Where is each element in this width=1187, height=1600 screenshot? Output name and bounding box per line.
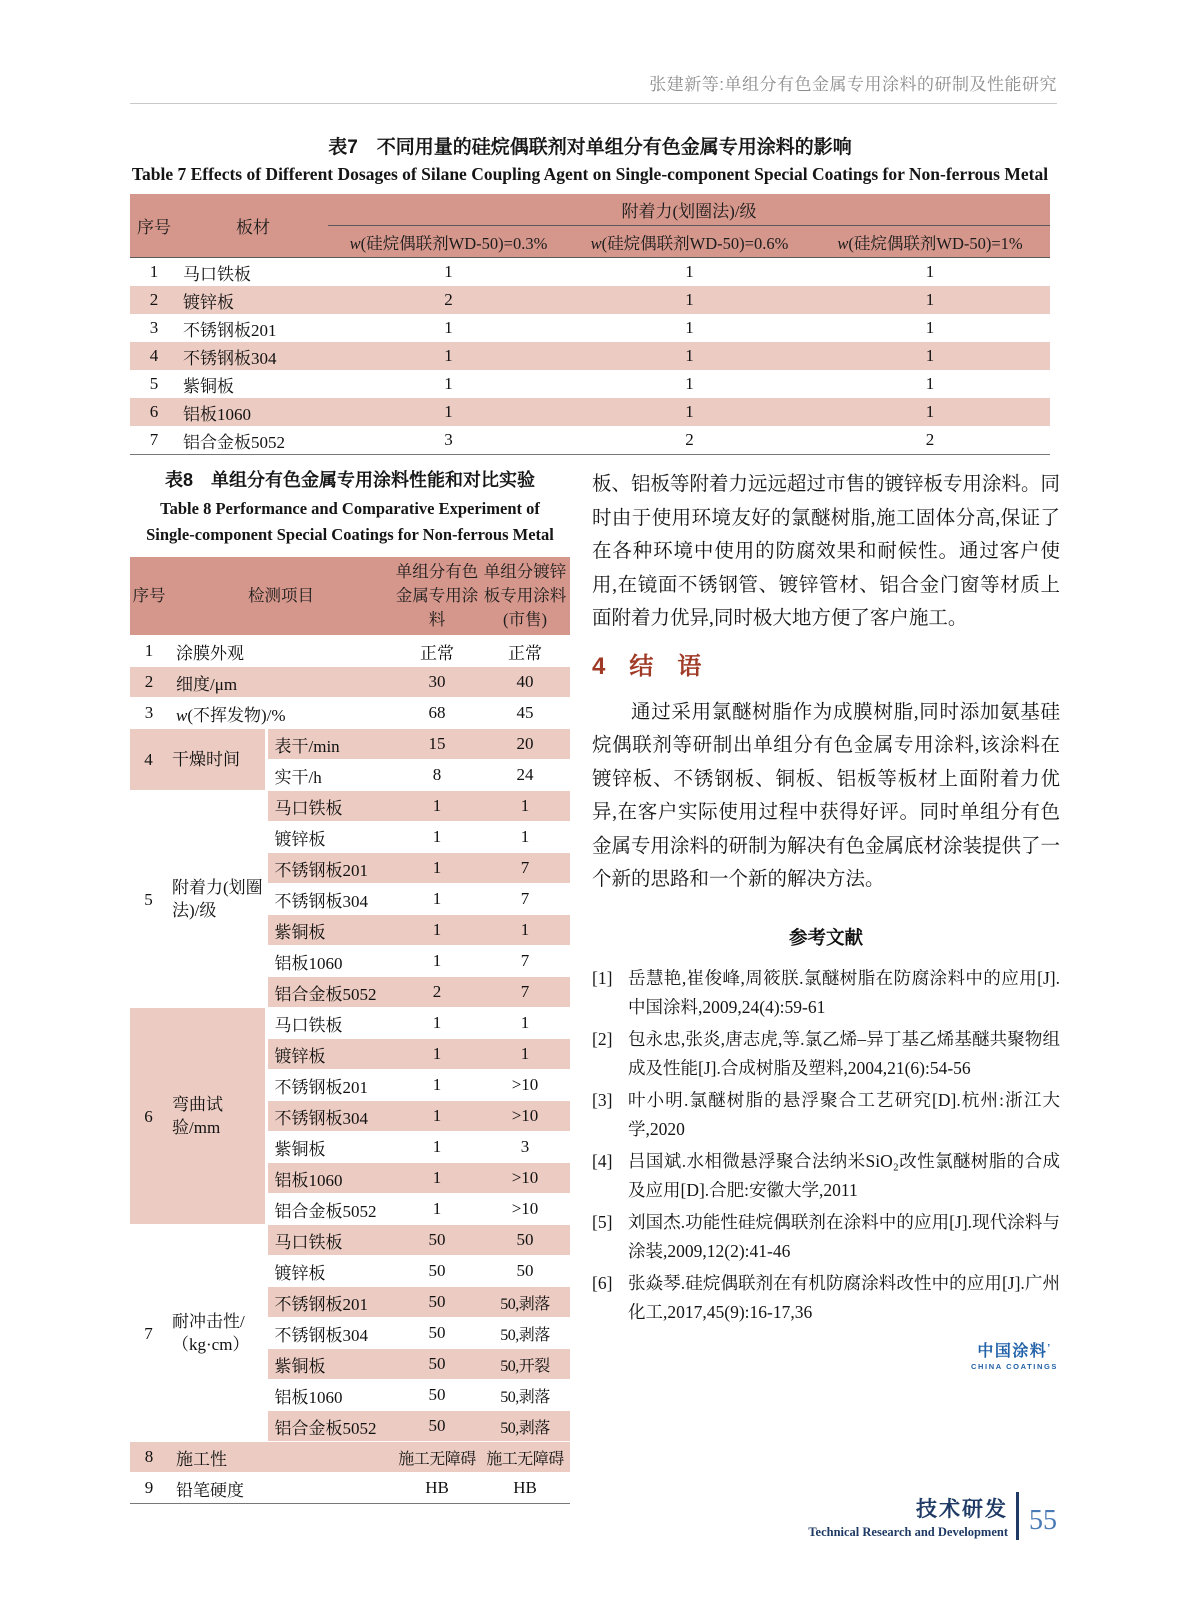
cell-value: 50,剥落 — [480, 1287, 570, 1318]
cell-value: >10 — [480, 1070, 570, 1101]
reference-marker: [2] — [592, 1029, 613, 1049]
reference-item — [592, 1147, 1060, 1205]
cell-value: 1 — [394, 946, 480, 977]
cell-value: 68 — [394, 698, 480, 729]
reference-item — [592, 1086, 1060, 1144]
cell-item: 涂膜外观 — [168, 636, 394, 667]
cell-value: 1 — [480, 791, 570, 822]
reference-marker: [6] — [592, 1273, 613, 1293]
cell-value: 1 — [480, 822, 570, 853]
cell-value: 1 — [394, 884, 480, 915]
table-row — [130, 791, 570, 822]
cell-value: 50 — [394, 1411, 480, 1442]
references-heading: 参考文献 — [788, 926, 863, 948]
cell-substrate: 不锈钢板201 — [266, 853, 394, 884]
cell-value: 1 — [394, 1132, 480, 1163]
cell-value: 7 — [480, 977, 570, 1008]
cell-value: 20 — [480, 729, 570, 760]
cell-value: 50 — [394, 1225, 480, 1256]
cell-substrate: 铝板1060 — [266, 946, 394, 977]
reference-item — [592, 1208, 1060, 1266]
table-8-title-cn: 表8 单组分有色金属专用涂料性能和对比实验 — [164, 470, 535, 490]
cell-value: 50 — [394, 1287, 480, 1318]
cell-seq: 5 — [130, 791, 168, 1008]
cell-value: 正常 — [394, 636, 480, 667]
table-row — [130, 426, 1050, 455]
table-8-header-row — [130, 557, 570, 636]
cell-seq: 6 — [130, 398, 178, 426]
cell-item: 细度/μm — [168, 667, 394, 698]
cell-value: 3 — [444, 430, 453, 449]
reference-item — [592, 964, 1060, 1022]
cell-substrate: 铝合金板5052 — [183, 432, 285, 452]
cell-value: 2 — [328, 286, 569, 314]
cell-value: 1 — [925, 262, 935, 281]
cell-item: 施工性 — [168, 1442, 394, 1473]
cell-value: 1 — [394, 1194, 480, 1225]
col-header-dosage: w(硅烷偶联剂WD-50)=0.3% — [328, 226, 569, 258]
cell-seq: 2 — [130, 286, 178, 314]
cell-value: 1 — [328, 342, 569, 370]
table-row — [130, 1473, 570, 1504]
table-7-header-row — [130, 194, 1050, 226]
cell-substrate: 实干/h — [266, 760, 394, 791]
reference-text: 吕国斌.水相微悬浮聚合法纳米SiO₂改性氯醚树脂的合成及应用[D].合肥:安徽大学,2011 — [628, 1151, 1060, 1200]
cell-substrate: 不锈钢板201 — [266, 1070, 394, 1101]
reference-text: 包永忠,张炎,唐志虎,等.氯乙烯–异丁基乙烯基醚共聚物组成及性能[J].合成树脂及塑料,2004,21(6):54-56 — [628, 1029, 1060, 1078]
page-number: 55 — [1029, 1505, 1057, 1536]
reference-marker: [5] — [592, 1212, 613, 1232]
cell-substrate: 镀锌板 — [266, 1256, 394, 1287]
cell-value: 1 — [480, 915, 570, 946]
cell-value: 1 — [444, 318, 453, 337]
table-row — [130, 314, 1050, 342]
cell-seq: 2 — [130, 667, 168, 698]
table-8-title-en: Table 8 Performance and Comparative Experiment of Single-component Special Coatings for Non-ferrous Metal — [146, 499, 554, 544]
reference-text: 岳慧艳,崔俊峰,周筱朕.氯醚树脂在防腐涂料中的应用[J].中国涂料,2009,24(4):59-61 — [628, 968, 1060, 1017]
table-row — [130, 398, 1050, 426]
cell-substrate: 不锈钢板304 — [178, 342, 328, 370]
cell-value: 2 — [685, 430, 694, 449]
cell-substrate: 不锈钢板201 — [183, 320, 277, 340]
col-header-dosage: w(硅烷偶联剂WD-50)=0.6% — [569, 226, 810, 258]
cell-item: w(不挥发物)/% — [168, 698, 394, 729]
section-heading-conclusion — [592, 649, 1060, 685]
table-7-title-en: Table 7 Effects of Different Dosages of Silane Coupling Agent on Single-component Special Coatings for Non-ferrous Metal — [131, 164, 1049, 184]
table-row — [130, 258, 1050, 287]
cell-value: 50 — [480, 1256, 570, 1287]
cell-seq: 8 — [130, 1442, 168, 1473]
cell-value: 1 — [685, 262, 694, 281]
cell-value: 正常 — [480, 636, 570, 667]
cell-value: 50,开裂 — [480, 1349, 570, 1380]
cell-value: 1 — [394, 822, 480, 853]
cell-substrate: 紫铜板 — [266, 1132, 394, 1163]
cell-seq: 4 — [130, 729, 168, 791]
cell-value: 1 — [444, 262, 453, 281]
cell-value: 50 — [394, 1380, 480, 1411]
cell-seq: 4 — [130, 342, 178, 370]
cell-value: 7 — [480, 884, 570, 915]
logo-en-text: CHINA COATINGS — [971, 1361, 1058, 1371]
cell-value: 1 — [480, 1039, 570, 1070]
cell-substrate: 铝合金板5052 — [266, 977, 394, 1008]
references-list — [592, 964, 1060, 1327]
cell-value: 1 — [810, 342, 1050, 370]
cell-seq: 5 — [149, 374, 159, 393]
cell-value: 1 — [394, 1163, 480, 1194]
logo-trademark: ’ — [1047, 1343, 1052, 1354]
table-row — [130, 342, 1050, 370]
table-7-section — [130, 132, 1050, 455]
cell-substrate: 镀锌板 — [266, 822, 394, 853]
table-row — [130, 370, 1050, 398]
cell-value: 15 — [394, 729, 480, 760]
cell-substrate: 铝板1060 — [266, 1163, 394, 1194]
col-header-item: 检测项目 — [168, 557, 394, 636]
cell-value: 1 — [925, 374, 935, 393]
reference-marker: [3] — [592, 1090, 613, 1110]
cell-value: 1 — [569, 398, 810, 426]
page-footer — [808, 1492, 1057, 1540]
col-header-coating1: 单组分有色金属专用涂料 — [394, 557, 480, 636]
table-7-title-cn: 表7 不同用量的硅烷偶联剂对单组分有色金属专用涂料的影响 — [328, 137, 852, 158]
cell-substrate: 马口铁板 — [266, 1008, 394, 1039]
cell-value: HB — [394, 1473, 480, 1504]
cell-value: 50 — [394, 1318, 480, 1349]
cell-substrate: 铝板1060 — [266, 1380, 394, 1411]
cell-substrate: 铝合金板5052 — [266, 1411, 394, 1442]
cell-substrate: 马口铁板 — [266, 791, 394, 822]
cell-item: 耐冲击性/（kg·cm） — [168, 1225, 266, 1442]
table-row — [130, 729, 570, 760]
reference-text: 叶小明.氯醚树脂的悬浮聚合工艺研究[D].杭州:浙江大学,2020 — [628, 1090, 1060, 1139]
table-8 — [130, 557, 570, 1504]
cell-value: 1 — [685, 374, 694, 393]
cell-seq: 1 — [149, 262, 159, 281]
footer-section-en: Technical Research and Development — [808, 1524, 1008, 1539]
cell-value: 8 — [394, 760, 480, 791]
cell-value: 1 — [394, 1101, 480, 1132]
cell-substrate: 铝合金板5052 — [266, 1194, 394, 1225]
cell-value: 1 — [685, 318, 694, 337]
header-rule — [130, 103, 1057, 104]
table-8-section — [130, 466, 570, 1504]
cell-value: 50 — [480, 1225, 570, 1256]
cell-item: 附着力(划圈法)/级 — [168, 791, 266, 1008]
cell-value: 1 — [328, 398, 569, 426]
cell-value: 1 — [569, 342, 810, 370]
cell-value: 50,剥落 — [480, 1380, 570, 1411]
reference-text: 张焱琴.硅烷偶联剂在有机防腐涂料改性中的应用[J].广州化工,2017,45(9):16-17,36 — [628, 1273, 1060, 1322]
cell-value: 7 — [480, 946, 570, 977]
cell-substrate: 不锈钢板304 — [266, 884, 394, 915]
cell-value: 50,剥落 — [480, 1318, 570, 1349]
table-row — [130, 1225, 570, 1256]
table-row — [130, 1442, 570, 1473]
china-coatings-logo — [971, 1343, 1060, 1371]
table-row — [130, 698, 570, 729]
cell-item: 弯曲试验/mm — [168, 1008, 266, 1225]
reference-item — [592, 1025, 1060, 1083]
cell-substrate: 铝板1060 — [178, 398, 328, 426]
col-header-adhesion-group: 附着力(划圈法)/级 — [328, 194, 1050, 226]
cell-value: 2 — [925, 430, 935, 449]
col-header-seq: 序号 — [130, 194, 178, 258]
cell-value: 1 — [810, 398, 1050, 426]
cell-substrate: 镀锌板 — [266, 1039, 394, 1070]
cell-seq: 7 — [130, 1225, 168, 1442]
cell-substrate: 紫铜板 — [266, 915, 394, 946]
conclusion-paragraph: 通过采用氯醚树脂作为成膜树脂,同时添加氨基硅烷偶联剂等研制出单组分有色金属专用涂料,该涂料在镀锌板、不锈钢板、铜板、铝板等板材上面附着力优异,在客户实际使用过程中获得好评。同时单组分有色金属专用涂料的研制为解决有色金属底材涂装提供了一个新的思路和一个新的解决方法。 — [592, 701, 1061, 890]
cell-value: 施工无障碍 — [394, 1442, 480, 1473]
cell-value: >10 — [480, 1101, 570, 1132]
cell-item: 铅笔硬度 — [168, 1473, 394, 1504]
cell-value: 7 — [480, 853, 570, 884]
section-number: 4 — [592, 652, 606, 680]
running-header: 张建新等:单组分有色金属专用涂料的研制及性能研究 — [649, 75, 1057, 94]
cell-value: 1 — [394, 853, 480, 884]
cell-value: 24 — [480, 760, 570, 791]
cell-seq: 6 — [130, 1008, 168, 1225]
table-row — [130, 636, 570, 667]
cell-seq: 9 — [130, 1473, 168, 1504]
cell-value: 1 — [925, 318, 935, 337]
reference-item — [592, 1269, 1060, 1327]
cell-value: 1 — [480, 1008, 570, 1039]
reference-text: 刘国杰.功能性硅烷偶联剂在涂料中的应用[J].现代涂料与涂装,2009,12(2):41-46 — [628, 1212, 1060, 1261]
cell-value: 1 — [394, 1070, 480, 1101]
col-header-seq: 序号 — [130, 557, 168, 636]
cell-seq: 7 — [149, 430, 159, 449]
cell-substrate: 紫铜板 — [266, 1349, 394, 1380]
cell-value: 50 — [394, 1349, 480, 1380]
table-row — [130, 667, 570, 698]
cell-value: 50 — [394, 1256, 480, 1287]
cell-substrate: 镀锌板 — [178, 286, 328, 314]
cell-value: 1 — [394, 791, 480, 822]
col-header-coating2: 单组分镀锌板专用涂料(市售) — [480, 557, 570, 636]
table-row — [130, 286, 1050, 314]
cell-value: 2 — [394, 977, 480, 1008]
footer-divider — [1016, 1492, 1019, 1540]
cell-substrate: 不锈钢板201 — [266, 1287, 394, 1318]
cell-substrate: 不锈钢板304 — [266, 1318, 394, 1349]
cell-seq: 3 — [130, 698, 168, 729]
cell-substrate: 紫铜板 — [183, 376, 234, 396]
cell-value: >10 — [480, 1194, 570, 1225]
body-paragraph: 板、铝板等附着力远远超过市售的镀锌板专用涂料。同时由于使用环境友好的氯醚树脂,施工固体分高,保证了在各种环境中使用的防腐效果和耐候性。通过客户使用,在镜面不锈钢管、镀锌管材、铝合金门窗等材质上面附着力优异,同时极大地方便了客户施工。 — [592, 474, 1061, 629]
cell-substrate: 马口铁板 — [266, 1225, 394, 1256]
cell-substrate: 马口铁板 — [183, 264, 251, 284]
cell-value: >10 — [480, 1163, 570, 1194]
cell-value: 3 — [480, 1132, 570, 1163]
cell-item: 干燥时间 — [168, 729, 266, 791]
cell-substrate: 表干/min — [266, 729, 394, 760]
cell-seq: 1 — [130, 636, 168, 667]
cell-value: 1 — [810, 286, 1050, 314]
cell-value: 1 — [444, 374, 453, 393]
section-title: 结 语 — [629, 652, 702, 680]
cell-substrate: 不锈钢板304 — [266, 1101, 394, 1132]
right-column — [592, 468, 1060, 1371]
logo-cn-text: 中国涂料’ — [977, 1343, 1052, 1360]
cell-value: 40 — [480, 667, 570, 698]
cell-value: HB — [480, 1473, 570, 1504]
col-header-dosage: w(硅烷偶联剂WD-50)=1% — [810, 226, 1050, 258]
col-header-substrate: 板材 — [178, 194, 328, 258]
cell-value: 1 — [394, 915, 480, 946]
cell-value: 50,剥落 — [480, 1411, 570, 1442]
footer-section-cn: 技术研发 — [916, 1497, 1008, 1521]
cell-value: 45 — [480, 698, 570, 729]
reference-marker: [4] — [592, 1151, 613, 1171]
cell-value: 1 — [394, 1039, 480, 1070]
table-row — [130, 1008, 570, 1039]
cell-value: 30 — [394, 667, 480, 698]
table-7 — [130, 194, 1050, 455]
cell-value: 1 — [394, 1008, 480, 1039]
cell-value: 1 — [569, 286, 810, 314]
reference-marker: [1] — [592, 968, 613, 988]
cell-value: 施工无障碍 — [480, 1442, 570, 1473]
cell-seq: 3 — [149, 318, 159, 337]
